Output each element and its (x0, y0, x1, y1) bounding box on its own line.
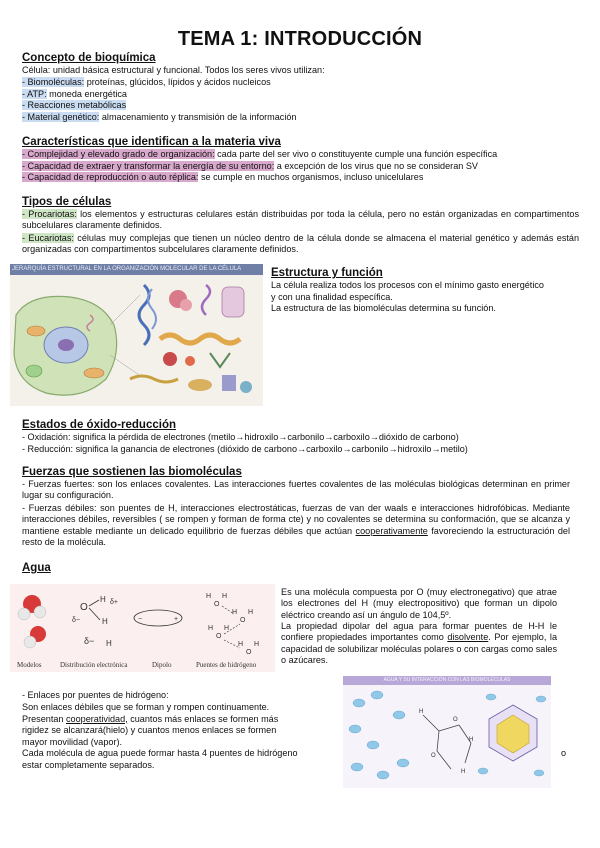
svg-text:δ+: δ+ (110, 599, 118, 606)
svg-text:H: H (208, 625, 214, 632)
water-figure (10, 584, 275, 672)
svg-text:O: O (216, 633, 222, 640)
svg-text:O: O (246, 649, 252, 656)
svg-text:δ−: δ− (84, 636, 95, 646)
page-title: TEMA 1: INTRODUCCIÓN (177, 28, 423, 50)
svg-text:O: O (240, 617, 246, 624)
caracteristica-2: - Capacidad de extraer y transformar la energía de su entorno: a excepción de los virus que no se consideran SV (22, 160, 478, 171)
svg-text:δ−: δ− (72, 617, 80, 624)
cell-hierarchy-figure (10, 264, 263, 406)
svg-text:H: H (232, 609, 238, 616)
concepto-item-2: - ATP: moneda energética (22, 88, 127, 99)
reduccion-line: - Reducción: significa la ganancia de electrones (dióxido de carbono→carboxilo→carbonilo→hidroxilo→metilo) (22, 443, 468, 454)
heading-estructura-funcion: Estructura y función (271, 267, 383, 279)
svg-text:H: H (254, 641, 260, 648)
puentes-line-6-tail: o (561, 748, 567, 758)
puentes-line-3: Presentan cooperatividad, cuantos más enlaces se formen más (22, 713, 279, 724)
svg-text:H: H (469, 737, 474, 743)
heading-tipos-celulas: Tipos de células (22, 196, 112, 208)
svg-text:+: + (174, 616, 179, 623)
water-biomolecules-illustration (343, 685, 551, 788)
heading-fuerzas: Fuerzas que sostienen las biomoléculas (22, 466, 242, 478)
caracteristica-3: - Capacidad de reproducción o auto réplica: se cumple en muchos organismos, incluso unicelulares (22, 172, 424, 182)
water-biomolecules-figure (343, 676, 551, 788)
procariotas-paragraph: - Procariotas: los elementos y estructuras celulares están distribuidas por toda la célula, pero no están organizadas en compartimentos subcelulares claramente definidos. (22, 209, 579, 231)
estructura-line-3: La estructura de las biomoléculas determina su función. (271, 303, 496, 313)
concepto-item-1: - Biomoléculas: proteínas, glúcidos, lípidos y ácidos nucleicos (22, 77, 271, 87)
cell-illustration (10, 275, 263, 406)
oxidacion-line: - Oxidación: significa la pérdida de electrones (metilo→hidroxilo→carbonilo→carboxilo→dióxido de carbono) (22, 432, 459, 442)
svg-text:H: H (106, 639, 112, 648)
svg-text:O: O (431, 753, 436, 759)
svg-text:H: H (248, 609, 254, 616)
svg-text:H: H (461, 769, 466, 775)
svg-text:H: H (102, 617, 108, 626)
fuerzas-fuertes-paragraph: - Fuerzas fuertes: son los enlaces covalentes. Las interacciones fuertes covalentes de las moléculas biológicas determinan en primer lugar su configuración. (22, 479, 570, 501)
heading-oxido-reduccion: Estados de óxido-reducción (22, 419, 176, 431)
label-dipolo: Dipolo (152, 661, 172, 669)
svg-text:−: − (138, 616, 143, 623)
svg-text:H: H (100, 595, 106, 604)
svg-text:O: O (80, 602, 88, 613)
svg-text:H: H (206, 593, 212, 600)
cell-hierarchy-caption: JERARQUÍA ESTRUCTURAL EN LA ORGANIZACIÓN MOLECULAR DE LA CÉLULA (10, 264, 263, 275)
label-modelos: Modelos (17, 661, 42, 669)
fuerzas-debiles-paragraph: - Fuerzas débiles: son puentes de H, interacciones electrostáticas, fuerzas de van der waals e interacciones hidrofóbicas. Mediante interacciones débiles, reversibles ( se rompen y forman de forma cte) y no covalentes se determina su conformación, que se alcanza y mantiene estable mediante un delicado equilibrio de fuerzas débiles que actúan cooperativamente favoreciendo la estructuración del resto de la molécula. (22, 503, 570, 548)
water-biomolecules-caption: AGUA Y SU INTERACCIÓN CON LAS BIOMOLÉCULAS (343, 676, 551, 685)
puentes-heading: - Enlaces por puentes de hidrógeno: (22, 690, 169, 700)
estructura-line-2: y con una finalidad específica. (271, 291, 393, 302)
estructura-line-1: La célula realiza todos los procesos con el mínimo gasto energético (271, 280, 544, 290)
concepto-item-3: - Reacciones metabólicas (22, 100, 127, 110)
concepto-intro: Célula: unidad básica estructural y funcional. Todos los seres vivos utilizan: (22, 65, 325, 75)
heading-agua: Agua (22, 562, 51, 574)
agua-paragraph-2: La propiedad dipolar del agua para formar puentes de H-H le confiere propiedades importantes como disolvente. Por ejemplo, la capacidad de solubilizar moléculas polares o con cargas como sales o azúcares. (281, 621, 558, 666)
svg-text:H: H (419, 709, 424, 715)
svg-text:H: H (222, 593, 228, 600)
caracteristica-1: - Complejidad y elevado grado de organización: cada parte del ser vivo o constituyente cumple una función específica (22, 149, 498, 159)
puentes-line-2: Son enlaces débiles que se forman y rompen continuamente. (22, 702, 270, 712)
puentes-line-6: Cada molécula de agua puede formar hasta 4 puentes de hidrógeno (22, 748, 298, 758)
agua-paragraph-1: Es una molécula compuesta por O (muy electronegativo) que atrae los electrones del H (muy electropositivo) que forman un dipolo eléctrico creando así un ángulo de 104,5º. (281, 587, 557, 620)
svg-text:H: H (238, 641, 244, 648)
label-distribucion-electronica: Distribución electrónica (60, 661, 128, 669)
puentes-line-7: estar completamente separados. (22, 759, 155, 770)
heading-caracteristicas: Características que identifican a la materia viva (22, 136, 281, 148)
svg-text:H: H (224, 625, 230, 632)
puentes-line-5: mayor movilidad (vapor). (22, 736, 123, 747)
heading-concepto-bioquimica: Concepto de bioquímica (22, 52, 156, 64)
puentes-line-4: rigidez se alcanzará(hielo) y cuantos menos enlaces se formen (22, 725, 277, 735)
concepto-item-4: - Material genético: almacenamiento y transmisión de la información (22, 111, 297, 122)
eucariotas-paragraph: - Eucariotas: células muy complejas que tienen un núcleo dentro de la célula donde se almacena el material genético y además están organizadas con compartimentos subcelulares claramente definidos. (22, 233, 580, 255)
svg-text:O: O (453, 717, 458, 723)
svg-text:O: O (214, 601, 220, 608)
label-puentes-hidrogeno: Puentes de hidrógeno (196, 661, 257, 669)
water-figure-labels (10, 656, 275, 672)
